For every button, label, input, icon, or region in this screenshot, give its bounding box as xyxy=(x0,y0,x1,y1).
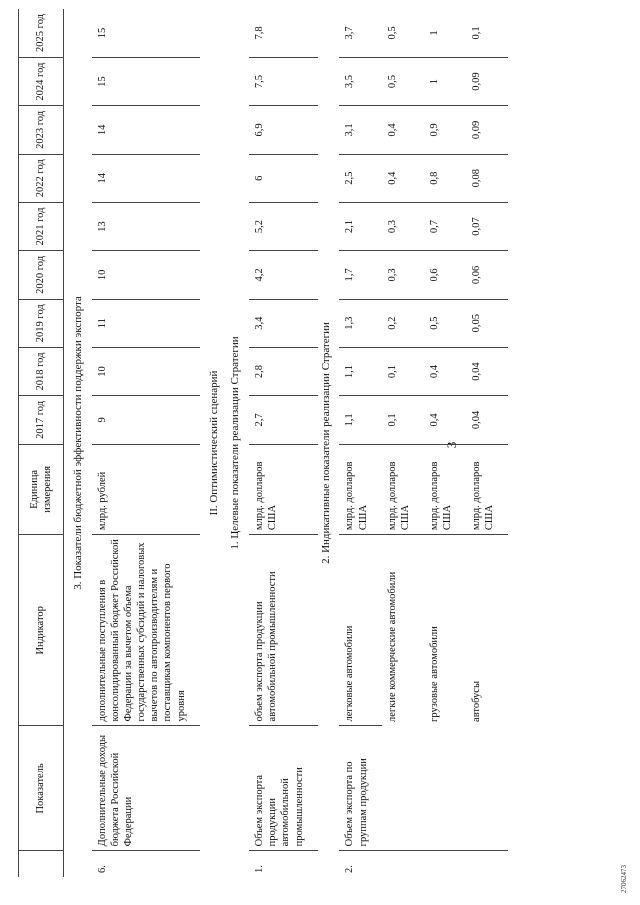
row-indicator: грузовые автомобили xyxy=(428,626,440,722)
value-cell: 0,9 xyxy=(424,106,466,154)
subsection-title: 2. Индикативные показатели реализации Стратегии xyxy=(319,322,332,564)
row-unit: млрд. долларов США xyxy=(249,444,318,535)
value-cell: 0,1 xyxy=(466,9,508,57)
value-cell: 0,2 xyxy=(382,299,424,347)
scenario-title-row xyxy=(200,9,228,877)
value-cell: 0,4 xyxy=(382,106,424,154)
value-cell: 0,06 xyxy=(466,251,508,299)
col-header-year: 2019 год xyxy=(19,299,64,347)
table-row xyxy=(92,9,200,877)
col-header-pokazatel: Показатель xyxy=(19,726,64,851)
col-header-year: 2025 год xyxy=(19,9,64,57)
col-header-year: 2022 год xyxy=(19,154,64,202)
col-header-unit: Единица измерения xyxy=(19,444,64,535)
value-cell: 7,5 xyxy=(249,57,318,105)
col-header-no xyxy=(19,851,64,877)
value-cell: 2,8 xyxy=(249,347,318,395)
value-cell: 0,5 xyxy=(424,299,466,347)
value-cell: 14 xyxy=(92,154,200,202)
value-cell: 0,05 xyxy=(466,299,508,347)
value-cell: 0,04 xyxy=(466,347,508,395)
value-cell: 11 xyxy=(92,299,200,347)
value-cell: 0,4 xyxy=(424,396,466,444)
value-cell: 9 xyxy=(92,396,200,444)
value-cell: 7,8 xyxy=(249,9,318,57)
section-title-row xyxy=(64,9,92,877)
table-row xyxy=(339,9,381,877)
value-cell: 3,1 xyxy=(339,106,381,154)
col-header-year: 2017 год xyxy=(19,396,64,444)
row-number: 6. xyxy=(96,865,108,873)
value-cell: 10 xyxy=(92,251,200,299)
value-cell: 0,5 xyxy=(382,57,424,105)
col-header-indicator: Индикатор xyxy=(19,535,64,726)
value-cell: 0,8 xyxy=(424,154,466,202)
row-indicator: легкие коммерческие автомобили xyxy=(386,571,398,722)
col-header-year: 2023 год xyxy=(19,106,64,154)
value-cell: 0,07 xyxy=(466,202,508,250)
value-cell: 0,09 xyxy=(466,106,508,154)
row-indicator: дополнительные поступления в консолидированный бюджет Российской Федерации за вычетом объема государственных субсидий и налоговых вычетов по автопроизводителям и поставщикам компонентов первого уровня xyxy=(92,535,200,726)
value-cell: 0,4 xyxy=(382,154,424,202)
value-cell: 15 xyxy=(92,9,200,57)
subsection-title-row xyxy=(318,9,340,877)
value-cell: 1 xyxy=(424,9,466,57)
value-cell: 2,7 xyxy=(249,396,318,444)
col-header-year: 2020 год xyxy=(19,251,64,299)
value-cell: 6 xyxy=(249,154,318,202)
section-title: 3. Показатели бюджетной эффективности поддержки экспорта xyxy=(72,296,84,590)
row-number: 1. xyxy=(254,865,266,873)
value-cell: 1 xyxy=(424,57,466,105)
row-number: 2. xyxy=(344,865,356,873)
value-cell: 0,09 xyxy=(466,57,508,105)
value-cell: 1,3 xyxy=(339,299,381,347)
value-cell: 2,1 xyxy=(339,202,381,250)
indicators-table xyxy=(18,9,508,877)
row-indicator: объем экспорта продукции автомобильной промышленности xyxy=(249,535,318,726)
table-row xyxy=(249,9,318,877)
col-header-year: 2024 год xyxy=(19,57,64,105)
subsection-title: 1. Целевые показатели реализации Стратегии xyxy=(229,336,242,550)
value-cell: 0,1 xyxy=(382,347,424,395)
value-cell: 4,2 xyxy=(249,251,318,299)
col-header-year: 2018 год xyxy=(19,347,64,395)
row-unit: млрд. долларов США xyxy=(382,444,424,535)
value-cell: 3,7 xyxy=(339,9,381,57)
value-cell: 6,9 xyxy=(249,106,318,154)
row-indicator: автобусы xyxy=(471,681,483,722)
value-cell: 3,4 xyxy=(249,299,318,347)
value-cell: 1,7 xyxy=(339,251,381,299)
col-header-year: 2021 год xyxy=(19,202,64,250)
document-code: 27062473 xyxy=(620,865,628,893)
value-cell: 5,2 xyxy=(249,202,318,250)
subsection-title-row xyxy=(227,9,249,877)
row-indicator: легковые автомобили xyxy=(339,535,381,726)
scenario-title: II. Оптимистический сценарий xyxy=(207,370,220,516)
value-cell: 10 xyxy=(92,347,200,395)
value-cell: 0,04 xyxy=(466,396,508,444)
page-number: 3 xyxy=(444,441,459,449)
value-cell: 0,3 xyxy=(382,202,424,250)
row-pokazatel: Объем экспорта по группам продукции xyxy=(339,726,508,851)
value-cell: 3,5 xyxy=(339,57,381,105)
value-cell: 14 xyxy=(92,106,200,154)
row-unit: млрд. долларов США xyxy=(466,444,508,535)
value-cell: 0,5 xyxy=(382,9,424,57)
value-cell: 0,08 xyxy=(466,154,508,202)
row-unit: млрд. долларов США xyxy=(339,444,381,535)
row-pokazatel: Объем экспорта продукции автомобильной промышленности xyxy=(249,726,318,851)
value-cell: 0,4 xyxy=(424,347,466,395)
value-cell: 1,1 xyxy=(339,347,381,395)
table-header-row xyxy=(19,9,64,877)
value-cell: 0,3 xyxy=(382,251,424,299)
value-cell: 15 xyxy=(92,57,200,105)
value-cell: 0,6 xyxy=(424,251,466,299)
row-unit: млрд. рублей xyxy=(92,444,200,535)
value-cell: 13 xyxy=(92,202,200,250)
value-cell: 1,1 xyxy=(339,396,381,444)
row-pokazatel: Дополнительные доходы бюджета Российской Федерации xyxy=(92,726,200,851)
value-cell: 0,7 xyxy=(424,202,466,250)
value-cell: 2,5 xyxy=(339,154,381,202)
value-cell: 0,1 xyxy=(382,396,424,444)
row-unit: млрд. долларов США xyxy=(424,444,466,535)
